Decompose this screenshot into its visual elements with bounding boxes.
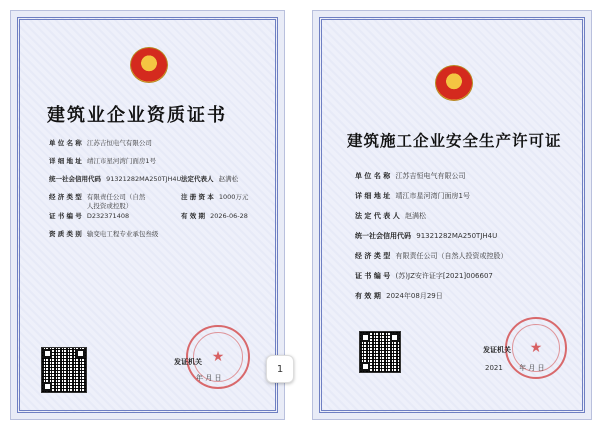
field-value: 91321282MA250TJH4U	[416, 232, 498, 240]
field-label: 法 定 代 表 人	[355, 212, 400, 220]
page-badge[interactable]: 1	[266, 355, 294, 383]
field-label: 经 济 类 型	[355, 252, 391, 260]
qr-code	[359, 331, 401, 373]
field-label: 有 效 期	[181, 212, 206, 220]
field-address	[49, 156, 156, 165]
qualification-certificate	[10, 10, 285, 420]
field-label: 经 济 类 型	[49, 193, 82, 201]
official-seal: ★	[186, 325, 250, 389]
field-economy-type	[49, 192, 147, 210]
issue-year: 2021	[485, 364, 503, 372]
field-value: 91321282MA250TJH4U	[106, 175, 182, 183]
field-cert-number	[49, 211, 129, 220]
certificate-title: 建筑业企业资质证书	[47, 105, 227, 126]
field-value: 江苏吉恒电气有限公司	[395, 172, 466, 180]
field-credit-code	[355, 231, 497, 241]
issuer-label: 发证机关	[174, 358, 202, 366]
field-label: 证 书 编 号	[355, 272, 391, 280]
field-value: 赵满松	[404, 212, 426, 220]
field-label: 统一社会信用代码	[49, 175, 101, 183]
field-address	[355, 191, 470, 201]
field-validity	[181, 211, 248, 220]
field-value: 1000万元	[218, 193, 249, 201]
field-label: 单 位 名 称	[49, 139, 82, 147]
field-registered-capital	[181, 192, 248, 201]
field-label: 有 效 期	[355, 292, 381, 300]
issue-date: 年 月 日	[196, 374, 222, 382]
field-label: 证 书 编 号	[49, 212, 82, 220]
field-validity	[355, 291, 443, 301]
field-company-name	[49, 138, 152, 147]
field-cert-number	[355, 271, 493, 281]
field-label: 统一社会信用代码	[355, 232, 411, 240]
field-credit-code	[49, 174, 181, 183]
field-label: 单 位 名 称	[355, 172, 391, 180]
field-value: 靖江市星河湾门面房1号	[86, 157, 157, 165]
field-economy-type	[355, 251, 508, 261]
field-qualification-category	[49, 229, 158, 238]
safety-production-license	[312, 10, 592, 420]
field-legal-rep	[355, 211, 426, 221]
issue-date-text: 年 月 日	[519, 364, 545, 372]
official-seal: ★	[505, 317, 567, 379]
field-company-name	[355, 171, 466, 181]
field-label: 详 细 地 址	[49, 157, 82, 165]
issue-date	[485, 363, 545, 373]
field-value: 赵满松	[218, 175, 239, 183]
field-value: D232371408	[86, 212, 130, 220]
field-label: 详 细 地 址	[355, 192, 391, 200]
field-value: 输变电工程专业承包叁级	[86, 230, 159, 238]
national-emblem-icon	[435, 65, 473, 101]
qr-code	[41, 347, 87, 393]
field-label: 法定代表人	[181, 175, 214, 183]
field-value: 靖江市星河湾门面房1号	[395, 192, 471, 200]
field-value: (苏)JZ安许证字[2021]006607	[395, 272, 493, 280]
field-label: 资 质 类 别	[49, 230, 82, 238]
field-value: 有限责任公司（自然人投资或控股）	[395, 252, 508, 260]
field-label: 注 册 资 本	[181, 193, 214, 201]
field-value: 江苏吉恒电气有限公司	[86, 139, 152, 147]
certificate-title: 建筑施工企业安全生产许可证	[347, 131, 562, 150]
field-value: 2024年08月29日	[386, 292, 443, 300]
national-emblem-icon	[130, 47, 168, 83]
issuer-label: 发证机关	[483, 346, 511, 354]
field-legal-rep	[181, 174, 238, 183]
field-value: 有限责任公司（自然人投资或控股）	[86, 193, 146, 210]
field-value: 2026-06-28	[210, 212, 248, 220]
